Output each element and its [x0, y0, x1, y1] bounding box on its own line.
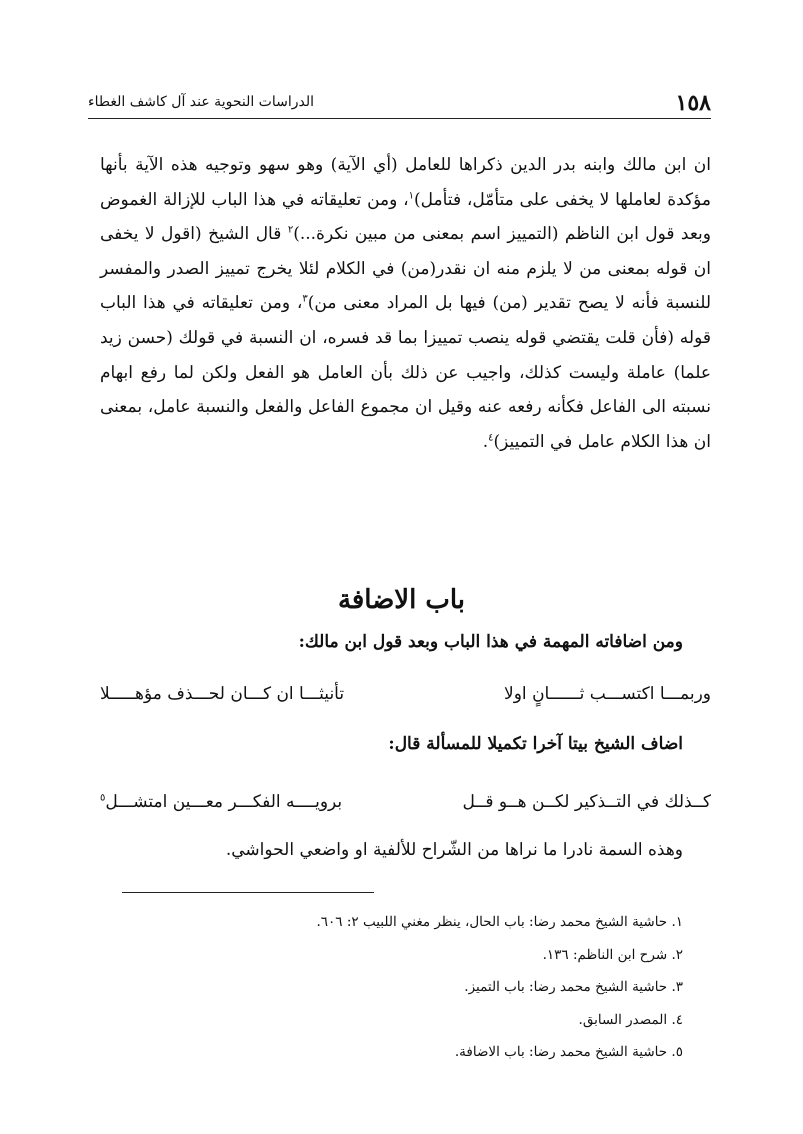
- footnote-ref[interactable]: ٤: [488, 432, 494, 444]
- paragraph-segment: ، ومن تعليقاته في هذا الباب قوله (فأن قلت يقتضي قوله ينصب تمييزا بما قد فسره، ان النسبة في قولك (حسن زيد علما) عاملة وليست كذلك، واجيب عن ذلك بأن العامل هو الفعل ولكن لما رفع ابهام نسبته الى الفاعل فكأنه رفعه عنه وقيل ان مجموع الفاعل والفعل والنسبة عامل، بمعنى ان هذا الكلام عامل في التمييز): [100, 293, 711, 452]
- running-title: الدراسات النحوية عند آل كاشف الغطاء: [88, 94, 315, 110]
- chapter-title: باب الاضافة: [337, 585, 466, 615]
- verse-hemistich-second: [100, 792, 342, 812]
- footnote-item: ٣. حاشية الشيخ محمد رضا: باب التميز.: [464, 979, 683, 995]
- footnote-ref[interactable]: ٢: [287, 224, 294, 236]
- page-number: ١٥٨: [675, 90, 711, 116]
- subheading: اضاف الشيخ بيتا آخرا تكميلا للمسألة قال:: [388, 734, 683, 754]
- body-text: [100, 148, 711, 459]
- main-paragraph: [100, 148, 711, 459]
- footnote-item: ٢. شرح ابن الناظم: ١٣٦.: [542, 946, 683, 963]
- footnote-separator: [122, 892, 374, 893]
- footnote-ref[interactable]: ٥: [100, 792, 106, 804]
- paragraph-segment: .: [482, 431, 489, 452]
- paragraph-segment: ان ابن مالك وابنه بدر الدين ذكراها للعامل (أي الآية) وهو سهو وتوجيه هذه الآية بأنها مؤكدة لعاملها لا يخفى على متأمّل، فتأمل): [100, 155, 712, 210]
- footnote-item: ١. حاشية الشيخ محمد رضا: باب الحال، ينظر مغني اللبيب ٢: ٦٠٦.: [316, 914, 683, 930]
- footnotes-list: [317, 906, 684, 1069]
- footnote-item: ٤. المصدر السابق.: [578, 1011, 683, 1028]
- paragraph-segment: ، ومن تعليقاته في هذا الباب للإزالة الغموض وبعد قول ابن الناظم (التمييز اسم بمعنى من مبين نكرة...): [100, 189, 711, 245]
- verse-hemistich-second: تأنيثـــا ان كـــان لحـــذف مؤهـــــلا: [100, 684, 345, 704]
- footnote-item: ٥. حاشية الشيخ محمد رضا: باب الاضافة.: [454, 1044, 683, 1060]
- footnote-ref[interactable]: ٣: [302, 293, 308, 305]
- intro-line: ومن اضافاته المهمة في هذا الباب وبعد قول ابن مالك:: [298, 632, 683, 652]
- verse-hemistich-first: وربمـــا اكتســـب ثــــــانٍ اولا: [504, 684, 711, 704]
- hemistich-text: برويــــه الفكـــر معـــين امتشـــل: [105, 792, 343, 812]
- verse-line: [100, 792, 711, 826]
- paragraph-segment: قال الشيخ (اقول لا يخفى ان قوله بمعنى من لا يلزم منه ان نقدر(من) في الكلام لئلا يخرج تمييز الصدر والمفسر للنسبة فأنه لا يصح تقدير (من) فيها بل المراد معنى من): [100, 224, 711, 314]
- running-header: [88, 84, 711, 119]
- footnote-ref[interactable]: ١: [408, 189, 415, 201]
- verse-line: [100, 684, 711, 718]
- closing-line: وهذه السمة نادرا ما نراها من الشّراح للألفية او واضعي الحواشي.: [225, 840, 683, 860]
- verse-hemistich-first: كــذلك في التــذكير لكــن هــو قــل: [462, 792, 711, 812]
